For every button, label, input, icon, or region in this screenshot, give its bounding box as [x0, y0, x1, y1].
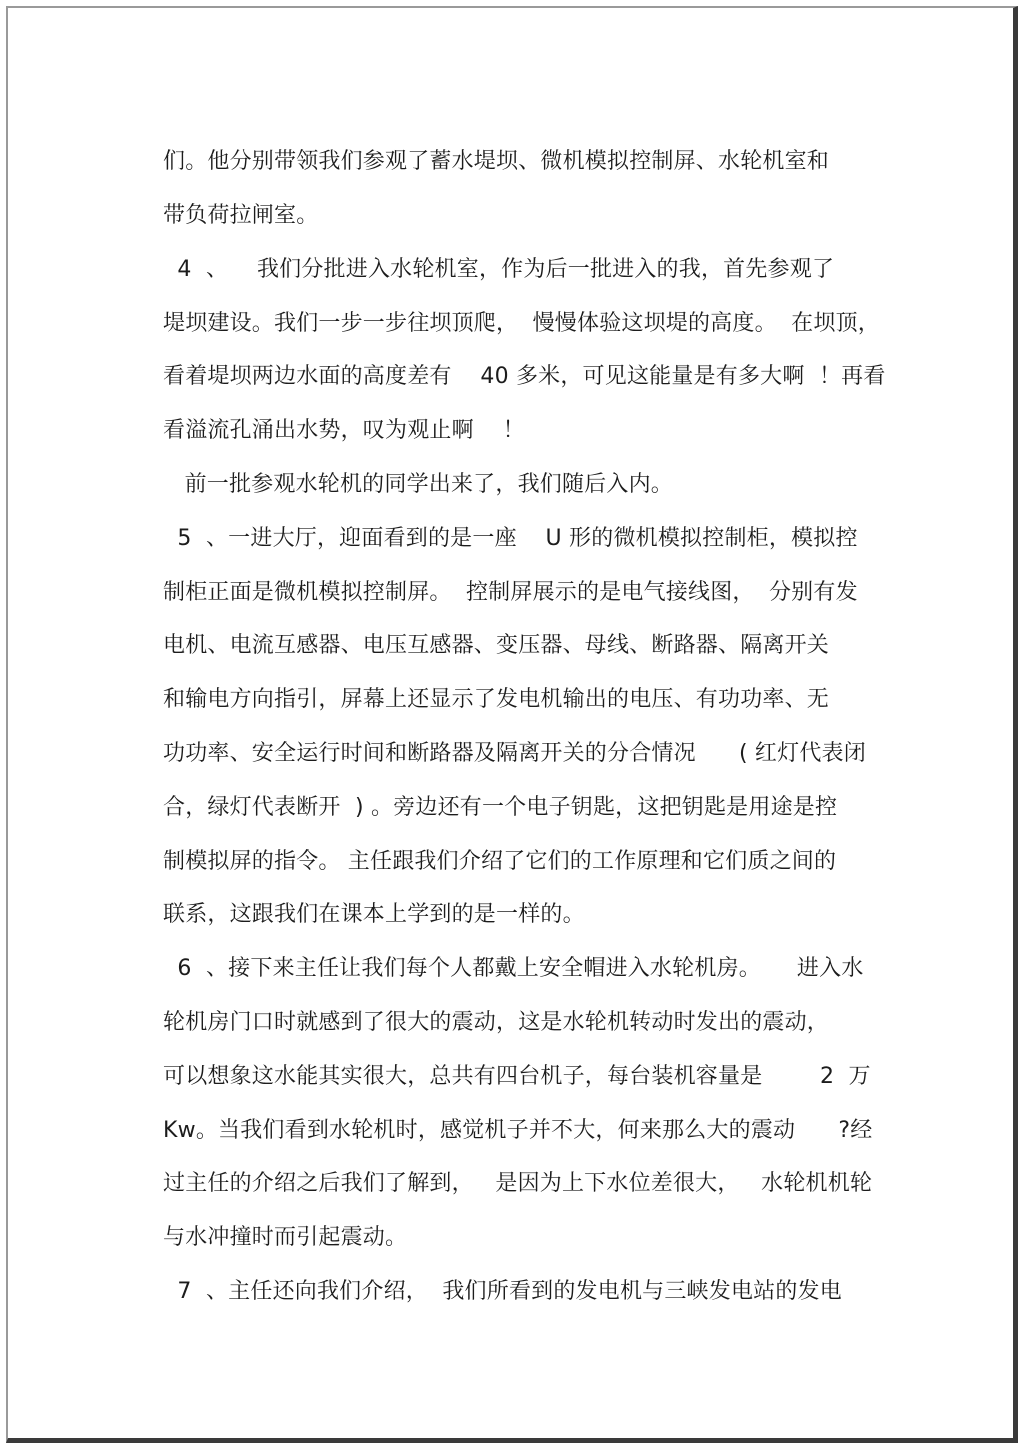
- text-line: 制模拟屏的指令。 主任跟我们介绍了它们的工作原理和它们质之间的: [163, 848, 837, 874]
- text-line: 4 、 我们分批进入水轮机室，作为后一批进入的我，首先参观了: [163, 256, 835, 282]
- text-line: 联系，这跟我们在课本上学到的是一样的。: [163, 902, 585, 928]
- text-line: 制柜正面是微机模拟控制屏。 控制屏展示的是电气接线图， 分别有发: [163, 579, 858, 605]
- text-line: 功功率、安全运行时间和断路器及隔离开关的分合情况 ( 红灯代表闭: [163, 740, 866, 766]
- text-line: 过主任的介绍之后我们了解到， 是因为上下水位差很大， 水轮机机轮: [163, 1171, 873, 1197]
- text-line: 与水冲撞时而引起震动。: [163, 1225, 408, 1251]
- text-line: 电机、电流互感器、电压互感器、变压器、母线、断路器、隔离开关: [163, 633, 830, 659]
- text-line: 们。他分别带领我们参观了蓄水堤坝、微机模拟控制屏、水轮机室和: [163, 149, 830, 174]
- text-line: 合，绿灯代表断开 ) 。旁边还有一个电子钥匙，这把钥匙是用途是控: [163, 794, 838, 820]
- text-line: 带负荷拉闸室。: [163, 203, 319, 228]
- text-line: 看溢流孔涌出水势，叹为观止啊 ！: [163, 418, 525, 444]
- text-line: Kw。当我们看到水轮机时，感觉机子并不大，何来那么大的震动 ?经: [163, 1117, 873, 1143]
- text-line: 可以想象这水能其实很大，总共有四台机子，每台装机容量是 2 万: [163, 1063, 871, 1089]
- text-line: 6 、接下来主任让我们每个人都戴上安全帽进入水轮机房。 进入水: [163, 956, 864, 982]
- text-line: 5 、一进大厅，迎面看到的是一座 U 形的微机模拟控制柜，模拟控: [163, 525, 858, 551]
- text-line: 7 、主任还向我们介绍， 我们所看到的发电机与三峡发电站的发电: [163, 1278, 842, 1304]
- document-page: [6, 6, 1018, 1443]
- text-line: 轮机房门口时就感到了很大的震动，这是水轮机转动时发出的震动，: [163, 1009, 830, 1035]
- text-line: 堤坝建设。我们一步一步往坝顶爬， 慢慢体验这坝堤的高度。 在坝顶，: [163, 310, 880, 336]
- text-line: 前一批参观水轮机的同学出来了，我们随后入内。: [163, 471, 673, 497]
- document-body: [163, 135, 886, 1319]
- text-line: 和输电方向指引，屏幕上还显示了发电机输出的电压、有功功率、无: [163, 687, 830, 713]
- text-line: 看着堤坝两边水面的高度差有 40 多米，可见这能量是有多大啊 ！再看: [163, 364, 886, 390]
